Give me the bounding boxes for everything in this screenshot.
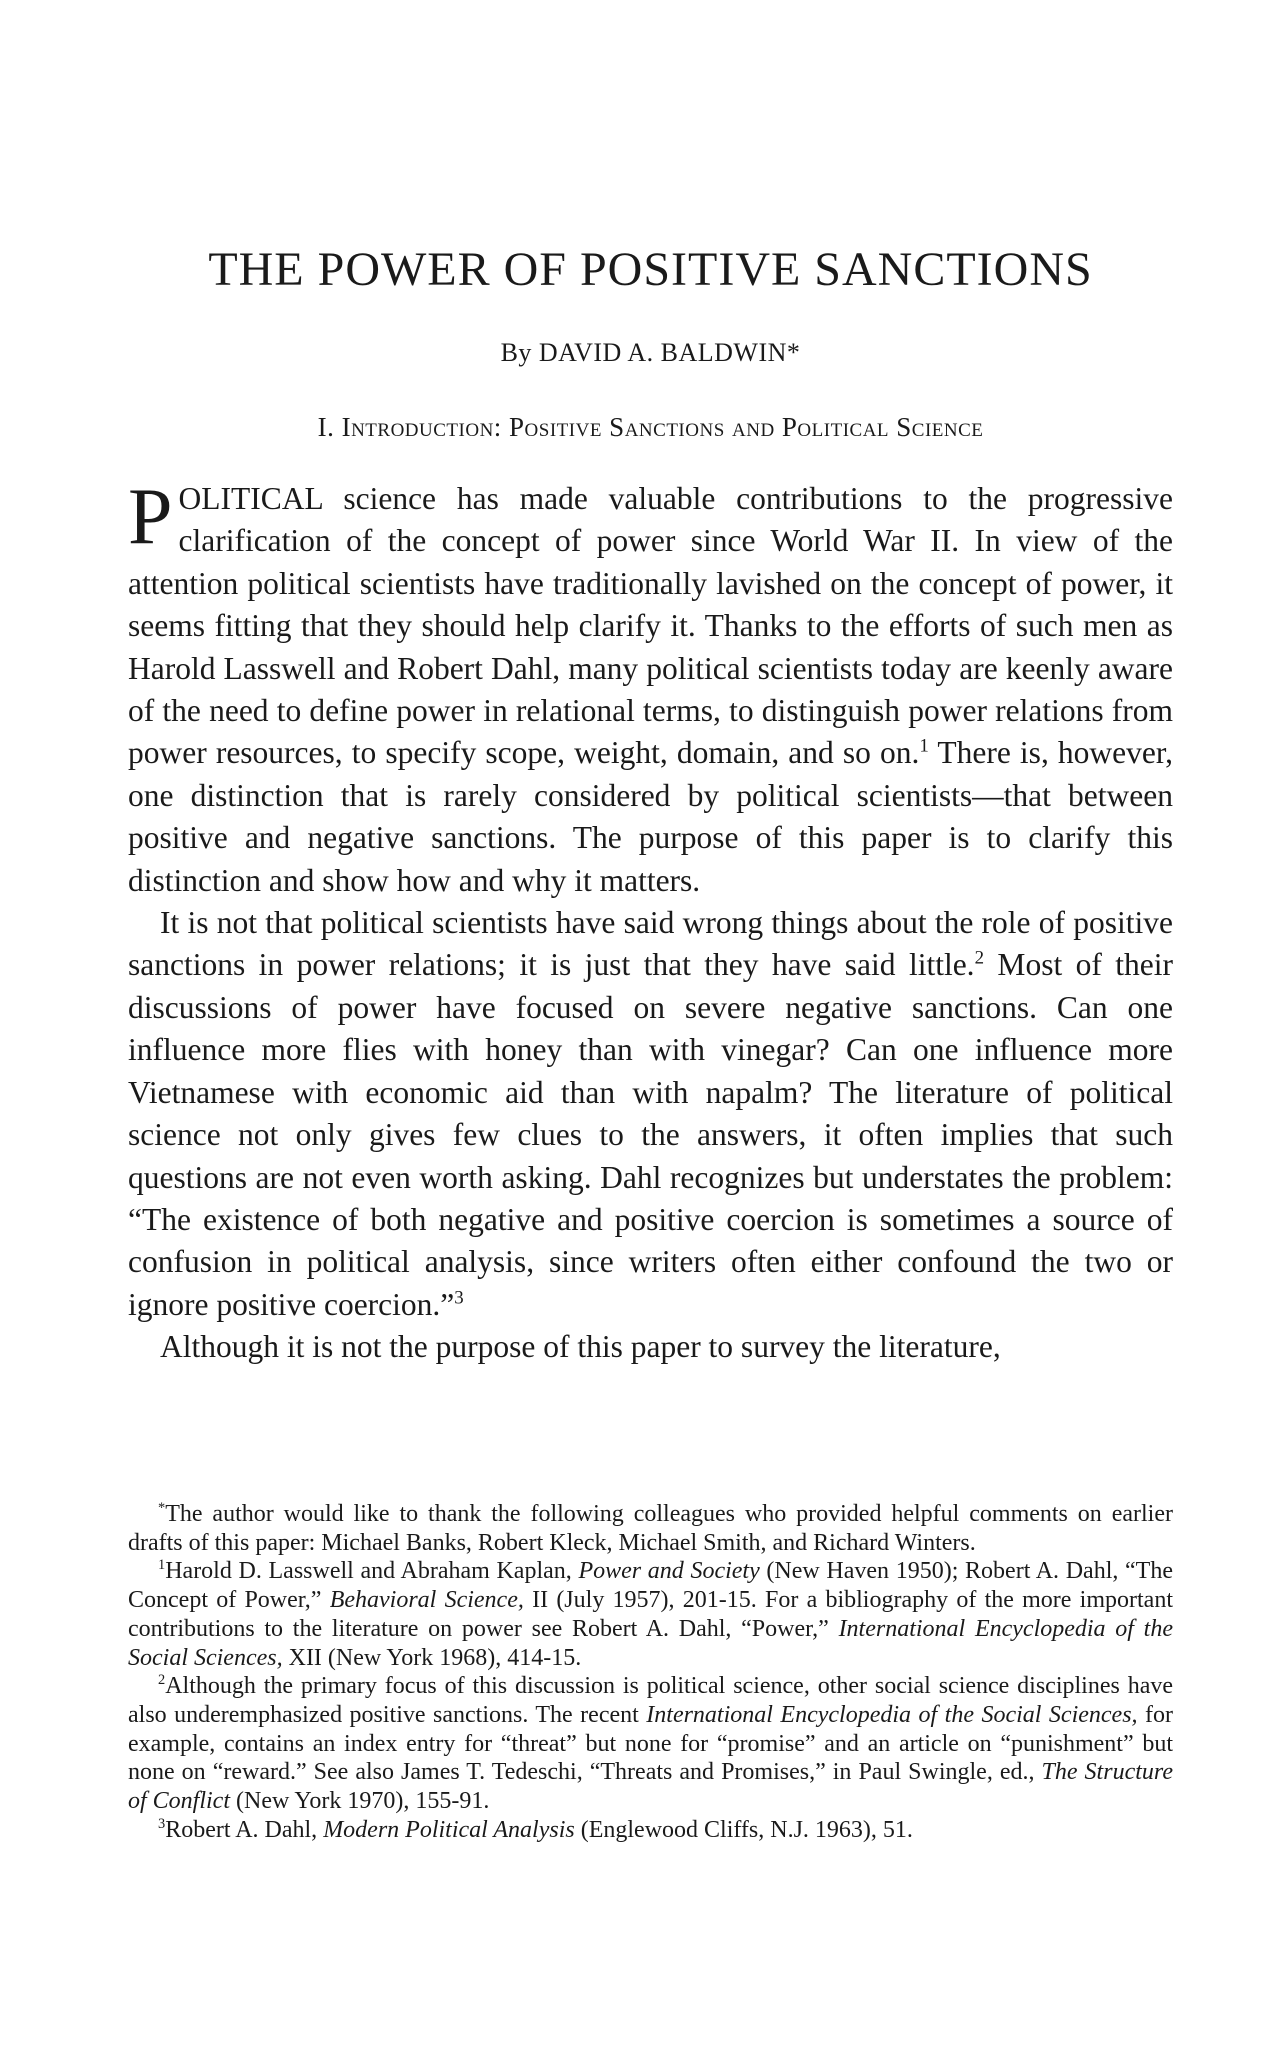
footnote-1-text: Harold D. Lasswell and Abraham Kaplan, [165,1558,579,1585]
paragraph-3: Although it is not the purpose of this paper to survey the literature, [160,1329,1001,1365]
paragraph-2 [128,902,1173,1326]
footnote-1-text: (New Haven 1950); Robert A. Dahl, “The Concept of Power,” [128,1558,1173,1614]
footnote-1-italic: Behavioral Science, [329,1587,524,1614]
footnote-1-text: XII (New York 1968), 414-15. [282,1644,582,1671]
paragraph-1-text-b: There is, however, one distinction that is rarely considered by political scientists—that between positive and negative sanctions. The purpose of this paper is to clarify this distinction and show how and why it matters. [128,735,1173,898]
footnote-ref-3: 3 [454,1287,464,1309]
footnote-ref-1: 1 [919,735,929,757]
footnote-1-mark: 1 [158,1557,166,1574]
footnote-1-italic: International Encyclopedia of the Social Sciences, [128,1615,1174,1671]
author-byline: By DAVID A. BALDWIN* [500,338,801,367]
footnote-1 [128,1557,1173,1672]
footnote-3 [128,1816,1173,1845]
paragraph-1-text-a: OLITICAL science has made valuable contributions to the progressive clarification of the concept of power since World War II. In view of the attention political scientists have traditionally lavished on the concept of power, it seems fitting that they should help clarify it. Thanks to the efforts of such men as Harold Lasswell and Robert Dahl, many political scientists today are keenly aware of the need to define power in relational terms, to distinguish power relations from power resources, to specify scope, weight, domain, and so on. [128,481,1173,771]
footnote-2-text: Although the primary focus of this discussion is political science, other social science disciplines have also underemphasized positive sanctions. The recent [128,1673,1173,1728]
article-title: THE POWER OF POSITIVE SANCTIONS [208,243,1093,296]
section-heading: I. Introduction: Positive Sanctions and Political Science [317,412,984,442]
footnote-1-text: II (July 1957), 201-15. For a bibliography of the more important contributions to the literature on power see Robert A. Dahl, “Power,” [128,1587,1173,1642]
footnote-3-text: (Englewood Cliffs, N.J. 1963), 51. [574,1816,913,1843]
footnotes [128,1500,1173,1844]
paragraph-2-text-b: Most of their discussions of power have focused on severe negative sanctions. Can one influence more flies with honey than with vinegar? Can one influence more Vietnamese with economic aid than with napalm? The literature of political science not only gives few clues to the answers, it often implies that such questions are not even worth asking. Dahl recognizes but understates the problem: “The existence of both negative and positive coercion is sometimes a source of confusion in political analysis, since writers often either confound the two or ignore positive coercion.” [128,947,1173,1322]
footnote-3-text: Robert A. Dahl, [165,1816,324,1843]
footnote-2-italic: International Encyclopedia of the Social Sciences, [646,1701,1138,1728]
footnote-star-text: The author would like to thank the following colleagues who provided helpful comments on earlier drafts of this paper: Michael Banks, Robert Kleck, Michael Smith, and Richard Winters. [128,1501,1173,1556]
footnote-3-italic: Modern Political Analysis [323,1816,575,1843]
footnote-star-mark: * [158,1500,166,1516]
paragraph-1 [128,473,1173,902]
paragraph-2-text-a: It is not that political scientists have said wrong things about the role of positive sanctions in power relations; it is just that they have said little. [128,905,1173,983]
footnote-ref-2: 2 [974,947,985,969]
body-text [128,473,1173,1369]
footnote-2-text: (New York 1970), 155-91. [230,1788,490,1815]
footnote-2-mark: 2 [158,1672,166,1689]
drop-cap: P [128,473,173,561]
footnote-1-italic: Power and Society [578,1558,760,1585]
footnote-2-italic: The Structure of Conflict [128,1759,1173,1815]
footnote-3-mark: 3 [158,1815,166,1832]
footnote-2-text: for example, contains an index entry for “threat” but none for “promise” and an article on “punishment” but none on “reward.” See also James T. Tedeschi, “Threats and Promises,” in Paul Swingle, ed., [128,1701,1174,1786]
footnote-2 [128,1672,1173,1816]
footnote-star [128,1500,1173,1557]
